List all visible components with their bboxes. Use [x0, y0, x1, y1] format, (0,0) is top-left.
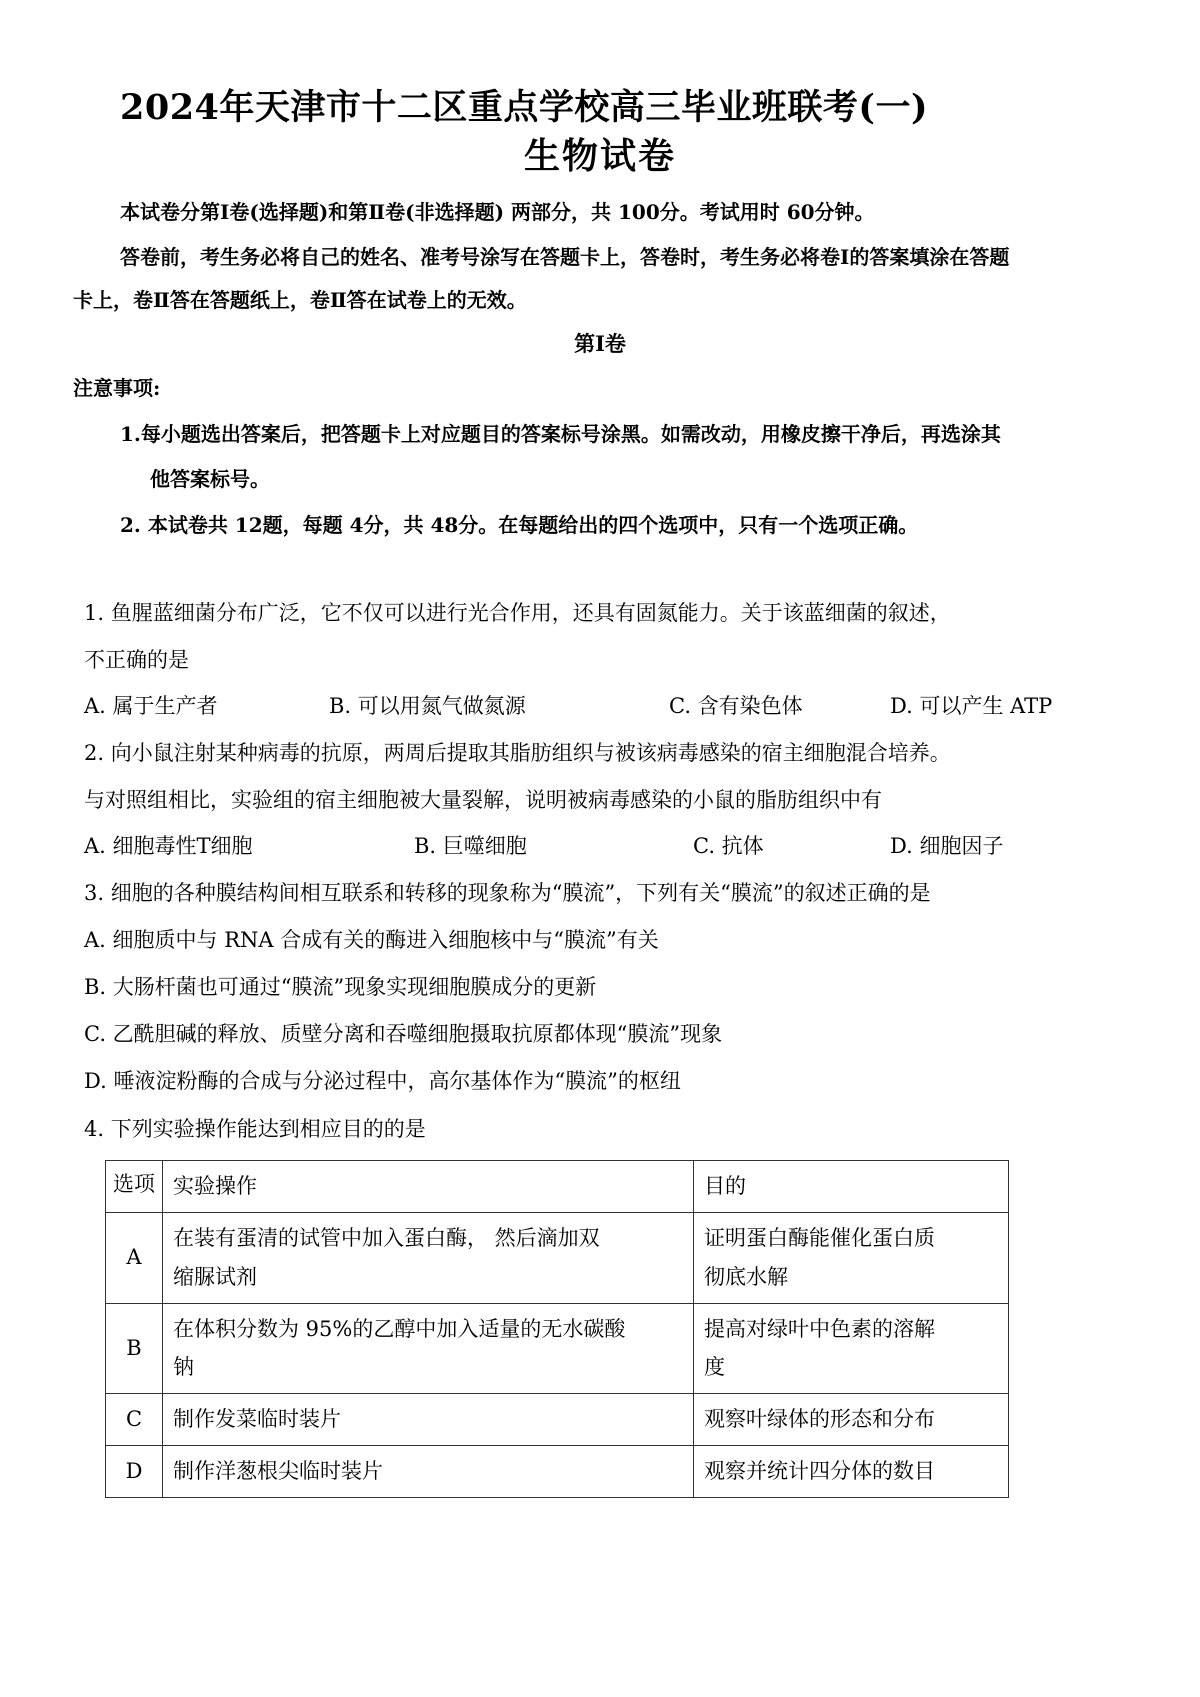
table-cell-text: 钠: [173, 1355, 194, 1380]
question-3-stem: 3. 细胞的各种膜结构间相互联系和转移的现象称为“膜流”，下列有关“膜流”的叙述正确的是: [84, 881, 931, 905]
table-cell-text: 在装有蛋清的试管中加入蛋白酶， 然后滴加双: [173, 1225, 600, 1250]
table-row: [106, 1446, 1009, 1498]
table-row: [106, 1394, 1009, 1446]
question-1-option-c: C. 含有染色体: [669, 694, 803, 718]
question-2-option-d: D. 细胞因子: [890, 834, 1004, 858]
question-1-stem: 1. 鱼腥蓝细菌分布广泛，它不仅可以进行光合作用，还具有固氮能力。关于该蓝细菌的叙述，: [84, 601, 951, 625]
table-cell-text: 缩脲试剂: [173, 1264, 257, 1289]
question-2-stem: 2. 向小鼠注射某种病毒的抗原，两周后提取其脂肪组织与被该病毒感染的宿主细胞混合培养。: [84, 741, 951, 765]
notice-heading: 注意事项:: [73, 376, 161, 400]
question-4-stem: 4. 下列实验操作能达到相应目的的是: [84, 1117, 426, 1141]
notice-item-1-cont: 他答案标号。: [150, 467, 270, 491]
experiment-table: [105, 1160, 1009, 1498]
table-cell-text: 在体积分数为 95%的乙醇中加入适量的无水碳酸: [173, 1316, 626, 1341]
question-2-option-a: A. 细胞毒性T细胞: [84, 834, 253, 858]
table-cell-goal: [694, 1303, 1009, 1394]
question-3-option-c: C. 乙酰胆碱的释放、质壁分离和吞噬细胞摄取抗原都体现“膜流”现象: [84, 1022, 723, 1046]
table-cell-operation: 制作发菜临时装片: [163, 1394, 694, 1446]
table-cell-option: C: [106, 1394, 163, 1446]
table-header-goal: 目的: [694, 1161, 1009, 1213]
table-cell-operation: [163, 1303, 694, 1394]
table-cell-option: D: [106, 1446, 163, 1498]
question-1-option-b: B. 可以用氮气做氮源: [329, 694, 526, 718]
question-3-option-a: A. 细胞质中与 RNA 合成有关的酶进入细胞核中与“膜流”有关: [84, 928, 659, 952]
table-cell-option: A: [106, 1212, 163, 1303]
question-2-option-c: C. 抗体: [693, 834, 764, 858]
table-header-option: 选项: [106, 1161, 163, 1213]
table-cell-operation: [163, 1212, 694, 1303]
question-1-option-a: A. 属于生产者: [84, 694, 218, 718]
question-1-option-d: D. 可以产生 ATP: [890, 694, 1053, 718]
table-row: [106, 1303, 1009, 1394]
question-2-stem-cont: 与对照组相比，实验组的宿主细胞被大量裂解，说明被病毒感染的小鼠的脂肪组织中有: [84, 788, 882, 812]
table-header-row: [106, 1161, 1009, 1213]
question-3-option-d: D. 唾液淀粉酶的合成与分泌过程中，高尔基体作为“膜流”的枢纽: [84, 1069, 681, 1093]
notice-item-1: 1.每小题选出答案后，把答题卡上对应题目的答案标号涂黑。如需改动，用橡皮擦干净后，再选涂其: [120, 422, 1001, 446]
volume-heading: 第Ⅰ卷: [574, 331, 626, 356]
table-cell-goal: 观察叶绿体的形态和分布: [694, 1394, 1009, 1446]
table-cell-goal: 观察并统计四分体的数目: [694, 1446, 1009, 1498]
intro-line-1: 本试卷分第Ⅰ卷(选择题)和第Ⅱ卷(非选择题) 两部分，共 100分。考试用时 60分钟。: [120, 200, 875, 224]
table-cell-text: 彻底水解: [704, 1264, 788, 1289]
intro-line-3: 卡上，卷Ⅱ答在答题纸上，卷Ⅱ答在试卷上的无效。: [73, 288, 527, 312]
exam-title: 2024年天津市十二区重点学校高三毕业班联考(一): [120, 87, 929, 128]
table-cell-option: B: [106, 1303, 163, 1394]
table-cell-text: 提高对绿叶中色素的溶解: [704, 1316, 935, 1341]
question-3-option-b: B. 大肠杆菌也可通过“膜流”现象实现细胞膜成分的更新: [84, 975, 597, 999]
question-1-stem-cont: 不正确的是: [84, 648, 189, 672]
intro-line-2: 答卷前，考生务必将自己的姓名、准考号涂写在答题卡上，答卷时，考生务必将卷Ⅰ的答案填涂在答题: [120, 245, 1010, 269]
table-cell-operation: 制作洋葱根尖临时装片: [163, 1446, 694, 1498]
notice-item-2: 2. 本试卷共 12题，每题 4分，共 48分。在每题给出的四个选项中，只有一个选项正确。: [120, 513, 919, 537]
table-cell-text: 证明蛋白酶能催化蛋白质: [704, 1225, 935, 1250]
question-2-option-b: B. 巨噬细胞: [414, 834, 527, 858]
table-row: [106, 1212, 1009, 1303]
table-cell-text: 度: [704, 1355, 725, 1380]
table-cell-goal: [694, 1212, 1009, 1303]
exam-subtitle: 生物试卷: [523, 135, 676, 177]
table-header-operation: 实验操作: [163, 1161, 694, 1213]
